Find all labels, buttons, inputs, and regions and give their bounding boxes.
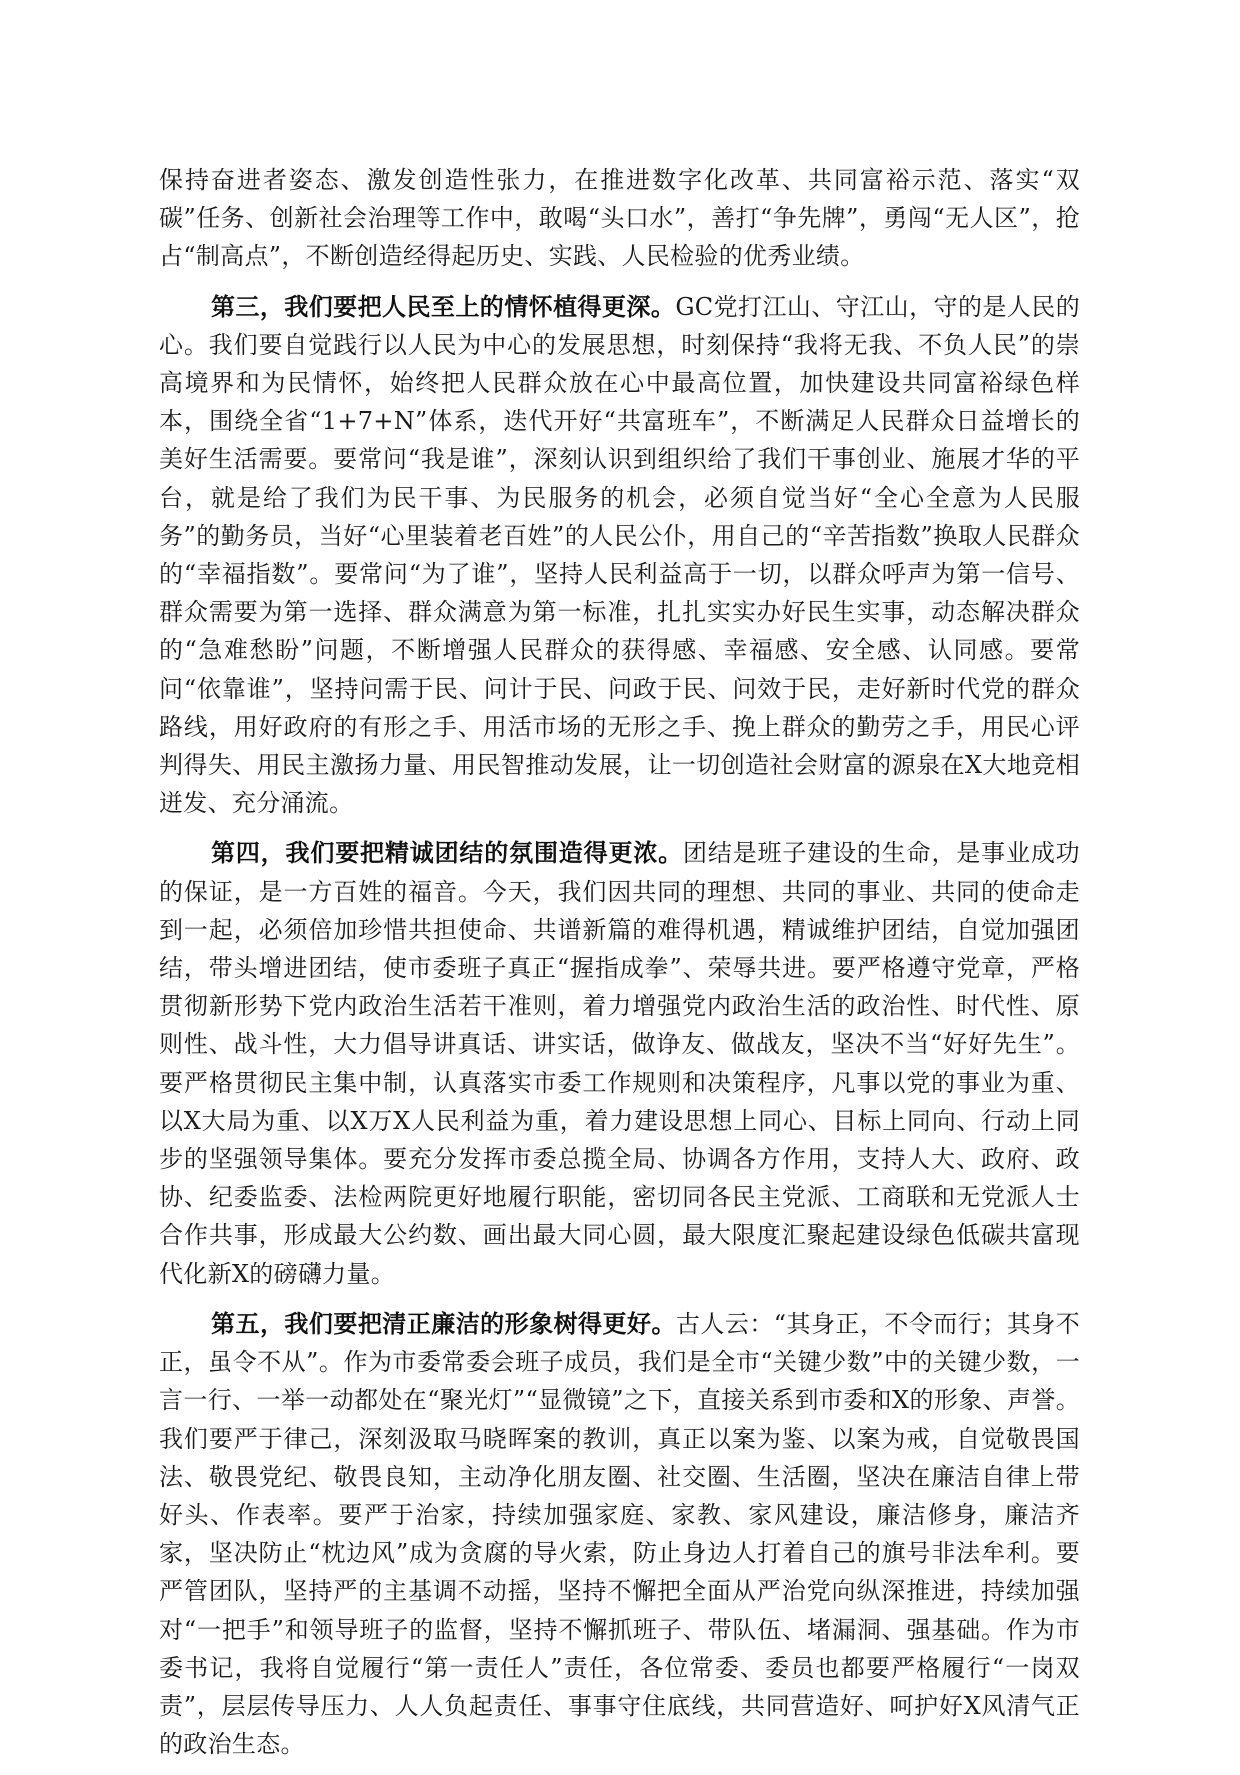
paragraph-body: 古人云：“其身正，不令而行；其身不正，虽令不从”。作为市委常委会班子成员，我们是全市“关键少数”中的关键少数，一言一行、一举一动都处在“聚光灯”“显微镜”之下，直接关系到市委和X的形象、声誉。我们要严于律己，深刻汲取马晓晖案的教训，真正以案为鉴、以案为戒，自觉敬畏国法、敬畏党纪、敬畏良知，主动净化朋友圈、社交圈、生活圈，坚决在廉洁自律上带好头、作表率。要严于治家，持续加强家庭、家教、家风建设，廉洁修身，廉洁齐家，坚决防止“枕边风”成为贪腐的导火索，防止身边人打着自己的旗号非法牟利。要严管团队，坚持严的主基调不动摇，坚持不懈把全面从严治党向纵深推进，持续加强对“一把手”和领导班子的监督，坚持不懈抓班子、带队伍、堵漏洞、强基础。作为市委书记，我将自觉履行“第一责任人”责任，各位常委、委员也都要严格履行“一岗双责”，层层传导压力、人人负起责任、事事守住底线，共同营造好、呵护好X风清气正的政治生态。 — [159, 1309, 1080, 1759]
paragraph-body: 保持奋进者姿态、激发创造性张力，在推进数字化改革、共同富裕示范、落实“双碳”任务、创新社会治理等工作中，敢喝“头口水”，善打“争先牌”，勇闯“无人区”，抢占“制高点”，不断创造经得起历史、实践、人民检验的优秀业绩。 — [159, 166, 1080, 271]
paragraph-heading: 第五，我们要把清正廉洁的形象树得更好。 — [211, 1308, 676, 1338]
document-page — [159, 161, 1080, 1775]
paragraph-fifth-point — [159, 1305, 1080, 1763]
paragraph-continuation — [159, 161, 1080, 276]
paragraph-fourth-point — [159, 834, 1080, 1292]
paragraph-heading: 第三，我们要把人民至上的情怀植得更深。 — [211, 291, 676, 321]
paragraph-body: 团结是班子建设的生命，是事业成功的保证，是一方百姓的福音。今天，我们因共同的理想、共同的事业、共同的使命走到一起，必须倍加珍惜共担使命、共谱新篇的难得机遇，精诚维护团结，自觉加强团结，带头增进团结，使市委班子真正“握指成拳”、荣辱共进。要严格遵守党章，严格贯彻新形势下党内政治生活若干准则，着力增强党内政治生活的政治性、时代性、原则性、战斗性，大力倡导讲真话、讲实话，做诤友、做战友，坚决不当“好好先生”。要严格贯彻民主集中制，认真落实市委工作规则和决策程序，凡事以党的事业为重、以X大局为重、以X万X人民利益为重，着力建设思想上同心、目标上同向、行动上同步的坚强领导集体。要充分发挥市委总揽全局、协调各方作用，支持人大、政府、政协、纪委监委、法检两院更好地履行职能，密切同各民主党派、工商联和无党派人士合作共事，形成最大公约数、画出最大同心圆，最大限度汇聚起建设绿色低碳共富现代化新X的磅礴力量。 — [159, 839, 1080, 1288]
paragraph-third-point — [159, 288, 1080, 823]
paragraph-body: GC党打江山、守江山，守的是人民的心。我们要自觉践行以人民为中心的发展思想，时刻保持“我将无我、不负人民”的崇高境界和为民情怀，始终把人民群众放在心中最高位置，加快建设共同富裕绿色样本，围绕全省“1+7+N”体系，迭代开好“共富班车”，不断满足人民群众日益增长的美好生活需要。要常问“我是谁”，深刻认识到组织给了我们干事创业、施展才华的平台，就是给了我们为民干事、为民服务的机会，必须自觉当好“全心全意为人民服务”的勤务员，当好“心里装着老百姓”的人民公仆，用自己的“辛苦指数”换取人民群众的“幸福指数”。要常问“为了谁”，坚持人民利益高于一切，以群众呼声为第一信号、群众需要为第一选择、群众满意为第一标准，扎扎实实办好民生实事，动态解决群众的“急难愁盼”问题，不断增强人民群众的获得感、幸福感、安全感、认同感。要常问“依靠谁”，坚持问需于民、问计于民、问政于民、问效于民，走好新时代党的群众路线，用好政府的有形之手、用活市场的无形之手、挽上群众的勤劳之手，用民心评判得失、用民主激扬力量、用民智推动发展，让一切创造社会财富的源泉在X大地竞相迸发、充分涌流。 — [159, 292, 1081, 818]
paragraph-heading: 第四，我们要把精诚团结的氛围造得更浓。 — [211, 838, 684, 868]
